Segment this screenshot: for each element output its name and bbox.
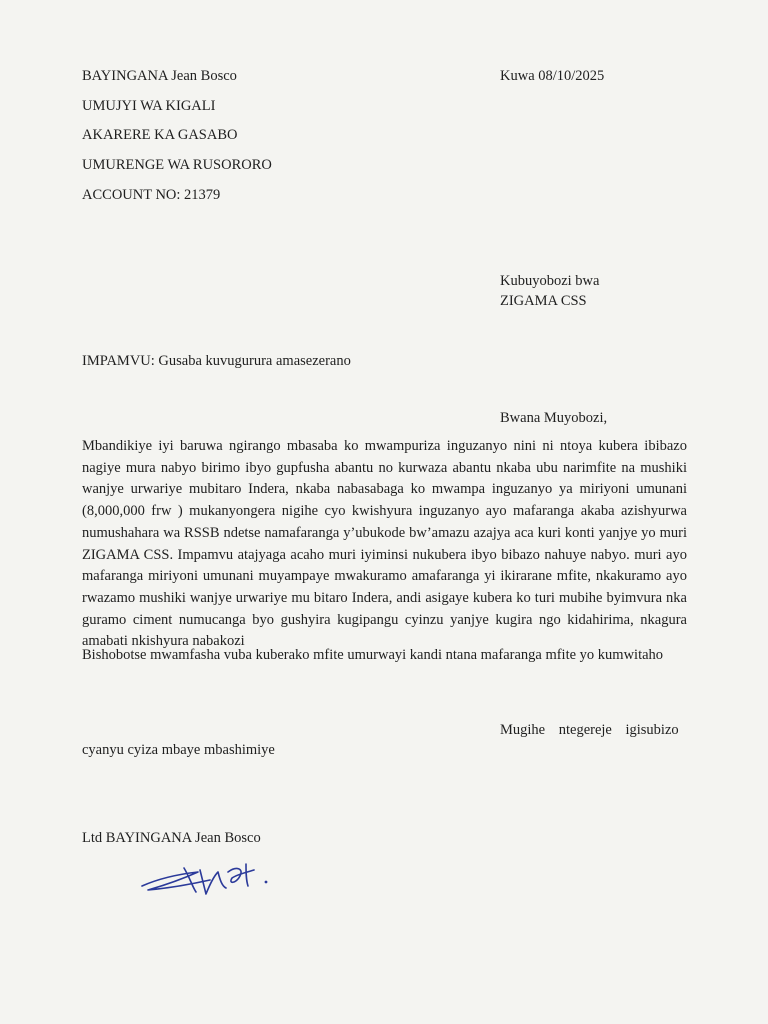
recipient-line-2: ZIGAMA CSS	[500, 293, 587, 309]
handwritten-signature	[140, 860, 270, 905]
sender-city: UMUJYI WA KIGALI	[82, 98, 216, 114]
signatory-name: Ltd BAYINGANA Jean Bosco	[82, 830, 261, 846]
body-paragraph-2: Bishobotse mwamfasha vuba kuberako mfite umurwayi kandi ntana mafaranga mfite yo kumwitaho	[82, 647, 664, 663]
closing-line-1: Mugihe ntegereje igisubizo	[500, 722, 679, 738]
letter-subject: IMPAMVU: Gusaba kuvugurura amasezerano	[82, 353, 351, 369]
sender-district: AKARERE KA GASABO	[82, 127, 238, 143]
sender-name: BAYINGANA Jean Bosco	[82, 68, 237, 84]
closing-line-2: cyanyu cyiza mbaye mbashimiye	[82, 742, 275, 758]
body-paragraph-1: Mbandikiye iyi baruwa ngirango mbasaba ko mwampuriza inguzanyo nini ni ntoya kubera ibibazo nagiye mura nabyo birimo ibyo gupfusha abantu no kurwaza abantu nkaba ubu narimfite na mushiki wanjye urwariye mubitaro Indera, nkaba nabasabaga ko mwampa inguzanyo ya miriyoni umunani (8,000,000 frw ) mukanyongera nigihe cyo kwishyura inguzanyo ayo mafaranga akaba azishyurwa numushahara wa RSSB ndetse namafaranga y’ubukode bw’amazu azajya aca kuri konti yanjye yo muri ZIGAMA CSS. Impamvu atajyaga acaho muri iyiminsi nukubera ibyo bibazo nahuye nabyo. muri ayo mafaranga miriyoni umunani muyampaye mwakuramo amafaranga yi ikirarane mfite, nkakuramo ayo rwazamo mushiki wanjye urwariye mu bitaro Indera, andi asigaye kubera ko turi mubihe byimvura nka guramo ciment numucanga byo gushyira kugipangu cyinzu yanjye kugira ngo kidahirima, nkagura amabati nkishyura nabakozi	[82, 438, 687, 650]
sender-sector: UMURENGE WA RUSORORO	[82, 157, 272, 173]
salutation: Bwana Muyobozi,	[500, 410, 608, 426]
letter-date: Kuwa 08/10/2025	[500, 68, 605, 84]
sender-account: ACCOUNT NO: 21379	[82, 187, 221, 203]
recipient-line-1: Kubuyobozi bwa	[500, 273, 600, 289]
